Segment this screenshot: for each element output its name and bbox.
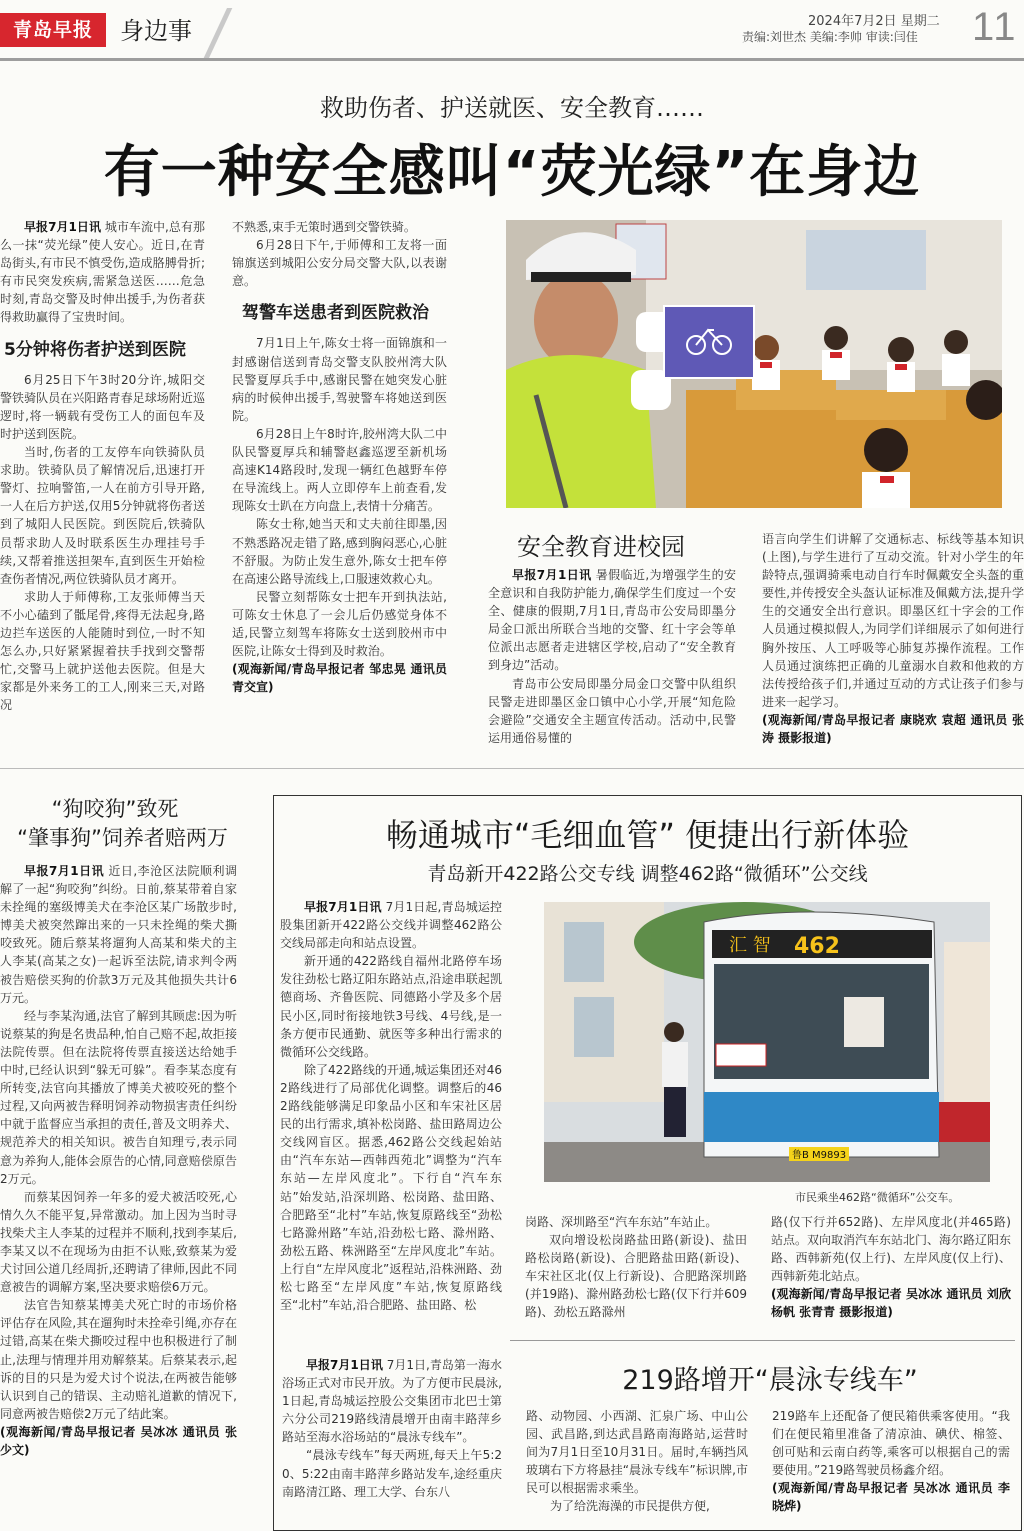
page-number: 11 [972, 5, 1018, 49]
article-paragraph: 而蔡某因饲养一年多的爱犬被活咬死,心情久久不能平复,异常激动。加上因为当时寻找柴犬主人李某的过程并不顺利,找到李某后,李某又以不在现场为由拒不认账,致蔡某为爱犬讨回公道几经周折,还聘请了律师,因此不同意被告的调解方案,坚决要求赔偿6万元。 [0, 1189, 237, 1295]
article-paragraph: 路(仅下行并652路)、左岸风度北(并465路)站点。双向取消汽车东站北门、海尔路辽阳东路、西韩新苑(仅上行)、左岸风度(仅上行)、西韩新苑北站点。 [771, 1215, 1012, 1284]
issue-date: 2024年7月2日 星期二 [808, 14, 940, 29]
newspaper-logo: 青岛早报 [0, 13, 106, 47]
article-paragraph: 经与李某沟通,法官了解到其顾虑:因为听说蔡某的狗是名贵品种,怕自己赔不起,故拒接法院传票。但在法院将传票直接送达给她手中时,已经认识到“躲无可躲”。看李某态度有所转变,法官向其播放了博美犬被咬死的整个过程,又向两被告释明饲养动物损害责任纠纷中就于监督应当承担的责任,普及文明养犬、规范养犬的相关知识。被告自知理亏,表示同意为养狗人,能体会原告的心情,同意赔偿原告2万元。 [0, 1008, 237, 1186]
swim-article-column-3 [772, 1407, 1010, 1516]
bus-article-column-2 [525, 1213, 747, 1322]
paragraph-text: 城市车流中,总有那么一抹“荧光绿”使人安心。近日,在青岛街头,有市民不慎受伤,造成胳膊骨折;有市民突发疾病,需紧急送医……危急时刻,青岛交警及时伸出援手,为伤者获得救助赢得了宝贵时间。 [0, 220, 205, 325]
article-paragraph: 语言向学生们讲解了交通标志、标线等基本知识(上图),与学生进行了互动交流。针对小学生的年龄特点,强调骑乘电动自行车时佩戴安全头盔的重要性,并传授安全头盔认证标准及佩戴方法,提升学生的交通安全出行意识。即墨区红十字会的工作人员通过模拟假人,为同学们详细展示了如何进行胸外按压、人工呼吸等心肺复苏操作流程。工作人员通过演练把正确的儿童溺水自救和他救的方法传授给孩子们,并通过互动的方式让孩子们参与进来一起学习。 [762, 532, 1024, 709]
bus-license-plate: 鲁B M9893 [792, 1150, 847, 1161]
bus-route-number: 462 [794, 934, 840, 959]
editor-credits: 责编:刘世杰 美编:李帅 审读:闫佳 [742, 30, 918, 44]
bus-article-column-3 [771, 1213, 1011, 1322]
top-story-headline: 有一种安全感叫“荧光绿”在身边 [103, 140, 921, 205]
article-paragraph [280, 898, 502, 952]
section-title: 身边事 [120, 17, 192, 45]
article-paragraph: 219路车上还配备了便民箱供乘客使用。“我们在便民箱里准备了清凉油、碘伏、棉签、创可贴和云南白药等,乘客可以根据自己的需要使用。”219路驾驶员杨鑫介绍。 [772, 1409, 1010, 1478]
paragraph-text: 近日,李沧区法院顺利调解了一起“狗咬狗”纠纷。日前,蔡某带着自家未拴绳的塞级博美犬在李沧区某广场散步时,博美犬被突然蹿出来的一只未拴绳的柴犬撕咬致死。随后蔡某将遛狗人高某和柴犬的主人李某(高某之女)一起诉至法院,请求判令两被告赔偿买狗的价款3万元及其他损失共计6万元。 [0, 864, 237, 1005]
dateline: 早报7月1日讯 [306, 1358, 383, 1372]
article-paragraph: 路、动物园、小西湖、汇泉广场、中山公园、武昌路,到达武昌路南海路站,运营时间为7月1日至10月31日。届时,车辆挡风玻璃右下方将悬挂“晨泳专线车”标识牌,市民可以根据需求乘坐。 [526, 1409, 748, 1496]
top-story-column-1 [0, 218, 205, 714]
article-paragraph: 不熟悉,束手无策时遇到交警铁骑。 [232, 220, 416, 234]
bus-illustration [544, 902, 990, 1182]
article-paragraph [488, 566, 736, 675]
top-story-kicker: 救助伤者、护送就医、安全教育…… [320, 94, 704, 122]
bus-photo [544, 902, 990, 1182]
article-paragraph: 新开通的422路线自福州北路停车场发往劲松七路辽阳东路站点,沿途串联起凯德商场、齐鲁医院、同德路小学及多个居民小区,同时衔接地铁3号线、4号线,是一条方便市民通勤、就医等多种出行需求的微循环公交线路。 [280, 954, 502, 1059]
subheading: 5分钟将伤者护送到医院 [4, 339, 186, 360]
school-article-column-1 [488, 566, 736, 747]
dateline: 早报7月1日讯 [24, 864, 105, 878]
decorative-slash [200, 8, 236, 58]
school-article-title: 安全教育进校园 [517, 533, 685, 561]
byline: (观海新闻/青岛早报记者 吴冰冰 通讯员 李晓烨) [772, 1481, 1010, 1514]
article-paragraph: “晨泳专线车”每天两班,每天上午5:20、5:22由南丰路萍乡路站发车,途经重庆南路清江路、理工大学、台东八 [282, 1448, 502, 1499]
article-paragraph: 6月28日下午,于师傅和工友将一面锦旗送到城阳公安分局交警大队,以表谢意。 [232, 238, 447, 289]
article-paragraph: 为了给洗海澡的市民提供方便, [550, 1499, 710, 1514]
school-safety-photo [506, 220, 1002, 508]
swim-article-title: 219路增开“晨泳专线车” [622, 1365, 918, 1396]
top-story-column-2 [232, 218, 447, 696]
masthead [0, 0, 1024, 62]
inner-divider [510, 1340, 1015, 1341]
bus-photo-caption: 市民乘坐462路“微循环”公交车。 [795, 1191, 960, 1204]
byline: (观海新闻/青岛早报记者 吴冰冰 通讯员 张少文) [0, 1424, 237, 1457]
article-paragraph: 双向增设松岗路盐田路(新设)、盐田路松岗路(新设)、合肥路盐田路(新设)、车宋社区北(仅上行新设)、合肥路深圳路(并19路)、滁州路劲松七路(仅下行并609路)、劲松五路滁州 [525, 1233, 747, 1320]
article-paragraph: 民警立刻帮陈女士把车开到执法站,可陈女士休息了一会儿后仍感觉身体不适,民警立刻驾车将陈女士送到胶州市中医院,让陈女士得到及时救治。 [232, 589, 447, 659]
dog-article-title-line-2: “肇事狗”饲养者赔两万 [17, 826, 228, 850]
header-rule [0, 58, 1024, 61]
article-paragraph [0, 218, 205, 327]
byline: (观海新闻/青岛早报记者 邹忠晃 通讯员 青交宣) [232, 662, 447, 695]
bus-article-title: 畅通城市“毛细血管” 便捷出行新体验 [385, 816, 910, 854]
article-paragraph: 求助人于师傅称,工友张师傅当天不小心磕到了骶尾骨,疼得无法起身,路边拦车送医的人能随时到位,一时不知怎么办,只好紧紧握着扶手找到交警帮忙,交警马上就护送他去医院。但是大家都是外来务工的工人,刚来三天,对路况 [0, 589, 205, 713]
dog-article-title-line-1: “狗咬狗”致死 [51, 797, 179, 821]
dateline: 早报7月1日讯 [512, 568, 592, 582]
classroom-illustration [506, 220, 1002, 508]
byline: (观海新闻/青岛早报记者 吴冰冰 通讯员 刘欣 杨帆 张青青 摄影报道) [771, 1287, 1011, 1320]
paragraph-text: 7月1日起,青岛城运控股集团新开422路公交线并调整462路公交线局部走向和站点设置。 [280, 900, 502, 951]
article-paragraph: 岗路、深圳路至“汽车东站”车站止。 [525, 1215, 718, 1229]
school-article-column-2 [762, 530, 1024, 747]
bus-article-column-1 [280, 898, 502, 1314]
article-paragraph [0, 862, 237, 1007]
article-paragraph: 7月1日上午,陈女士将一面锦旗和一封感谢信送到青岛交警支队胶州湾大队民警夏厚兵手中,感谢民警在她突发心脏病的时候伸出援手,驾驶警车将她送到医院。 [232, 336, 447, 423]
section-divider [0, 768, 1024, 769]
article-paragraph: 青岛市公安局即墨分局金口交警中队组织民警走进即墨区金口镇中心小学,开展“知危险 会避险”交通安全主题宣传活动。活动中,民警运用通俗易懂的 [488, 676, 736, 745]
paragraph-text: 暑假临近,为增强学生的安全意识和自我防护能力,确保学生们度过一个安全、健康的假期,7月1日,青岛市公安局即墨分局金口派出所联合当地的交警、红十字会等单位派出志愿者走进辖区学校,启动了“安全教育到身边”活动。 [488, 568, 736, 673]
article-paragraph: 6月28日上午8时许,胶州湾大队二中队民警夏厚兵和辅警赵鑫巡逻至新机场高速K14路段时,发现一辆红色越野车停在导流线上。两人立即停车上前查看,发现陈女士趴在方向盘上,表情十分痛苦。 [232, 426, 447, 514]
subheading: 驾警车送患者到医院救治 [242, 303, 429, 324]
dateline: 早报7月1日讯 [304, 900, 382, 914]
article-paragraph: 除了422路线的开通,城运集团还对462路线进行了局部优化调整。调整后的462路线能够满足印象品小区和车宋社区居民的出行需求,填补松岗路、盐田路周边公交线网盲区。据悉,462路公交线起始站由“汽车东站—西韩西苑北”调整为“汽车东站—左岸风度北”。下行自“汽车东站”始发站,沿深圳路、松岗路、盐田路、合肥路至“北村”车站,恢复原路线至“劲松七路滁州路”车站,沿劲松七路、滁州路、劲松五路、株洲路至“左岸风度北”车站。上行自“左岸风度北”返程站,沿株洲路、劲松七路至“左岸风度”车站,恢复原路线至“北村”车站,沿合肥路、盐田路、松 [280, 1062, 502, 1313]
article-paragraph: 陈女士称,她当天和丈夫前往即墨,因不熟悉路况走错了路,感到胸闷恶心,心脏不舒服。为防止发生意外,陈女士把车停在高速公路导流线上,口服速效救心丸。 [232, 517, 447, 586]
paragraph-text: 7月1日,青岛第一海水浴场正式对市民开放。为了方便市民晨泳,1日起,青岛城运控股公交集团市北巴士第六分公司219路线清晨增开由南丰路萍乡路站至海水浴场站的“晨泳专线车”。 [282, 1358, 502, 1445]
article-paragraph: 法官告知蔡某博美犬死亡时的市场价格评估存在风险,其在遛狗时未拴牵引绳,亦存在过错,高某在柴犬撕咬过程中也积极进行了制止,法理与情理并用劝解蔡某。后蔡某表示,起诉的目的只是为爱犬讨个说法,在两被告能够认识到自己的错误、主动赔礼道歉的情况下,同意两被告赔偿2万元了结此案。 [0, 1298, 237, 1421]
bus-article-subtitle: 青岛新开422路公交专线 调整462路“微循环”公交线 [427, 863, 868, 885]
article-paragraph [282, 1356, 502, 1446]
article-paragraph: 6月25日下午3时20分许,城阳交警铁骑队员在兴阳路青春足球场附近巡逻时,将一辆载有受伤工人的面包车及时护送到医院。 [0, 372, 205, 441]
dog-article-body [0, 862, 237, 1459]
dateline: 早报7月1日讯 [24, 220, 101, 234]
byline: (观海新闻/青岛早报记者 康晓欢 袁超 通讯员 张涛 摄影报道) [762, 712, 1024, 746]
swim-article-column-2 [526, 1407, 748, 1516]
article-paragraph: 当时,伤者的工友停车向铁骑队员求助。铁骑队员了解情况后,迅速打开警灯、拉响警笛,一人在前方引导开路,一人在后方护送,仅用5分钟就将伤者送到了城阳人民医院。到医院后,铁骑队员帮求助人及时联系医生办理挂号手续,又帮着推送担架车,直到医生开始检查伤者情况,两位铁骑队员才离开。 [0, 445, 205, 586]
bus-destination-sign: 汇 智 [729, 935, 771, 956]
swim-article-column-1 [282, 1356, 502, 1501]
